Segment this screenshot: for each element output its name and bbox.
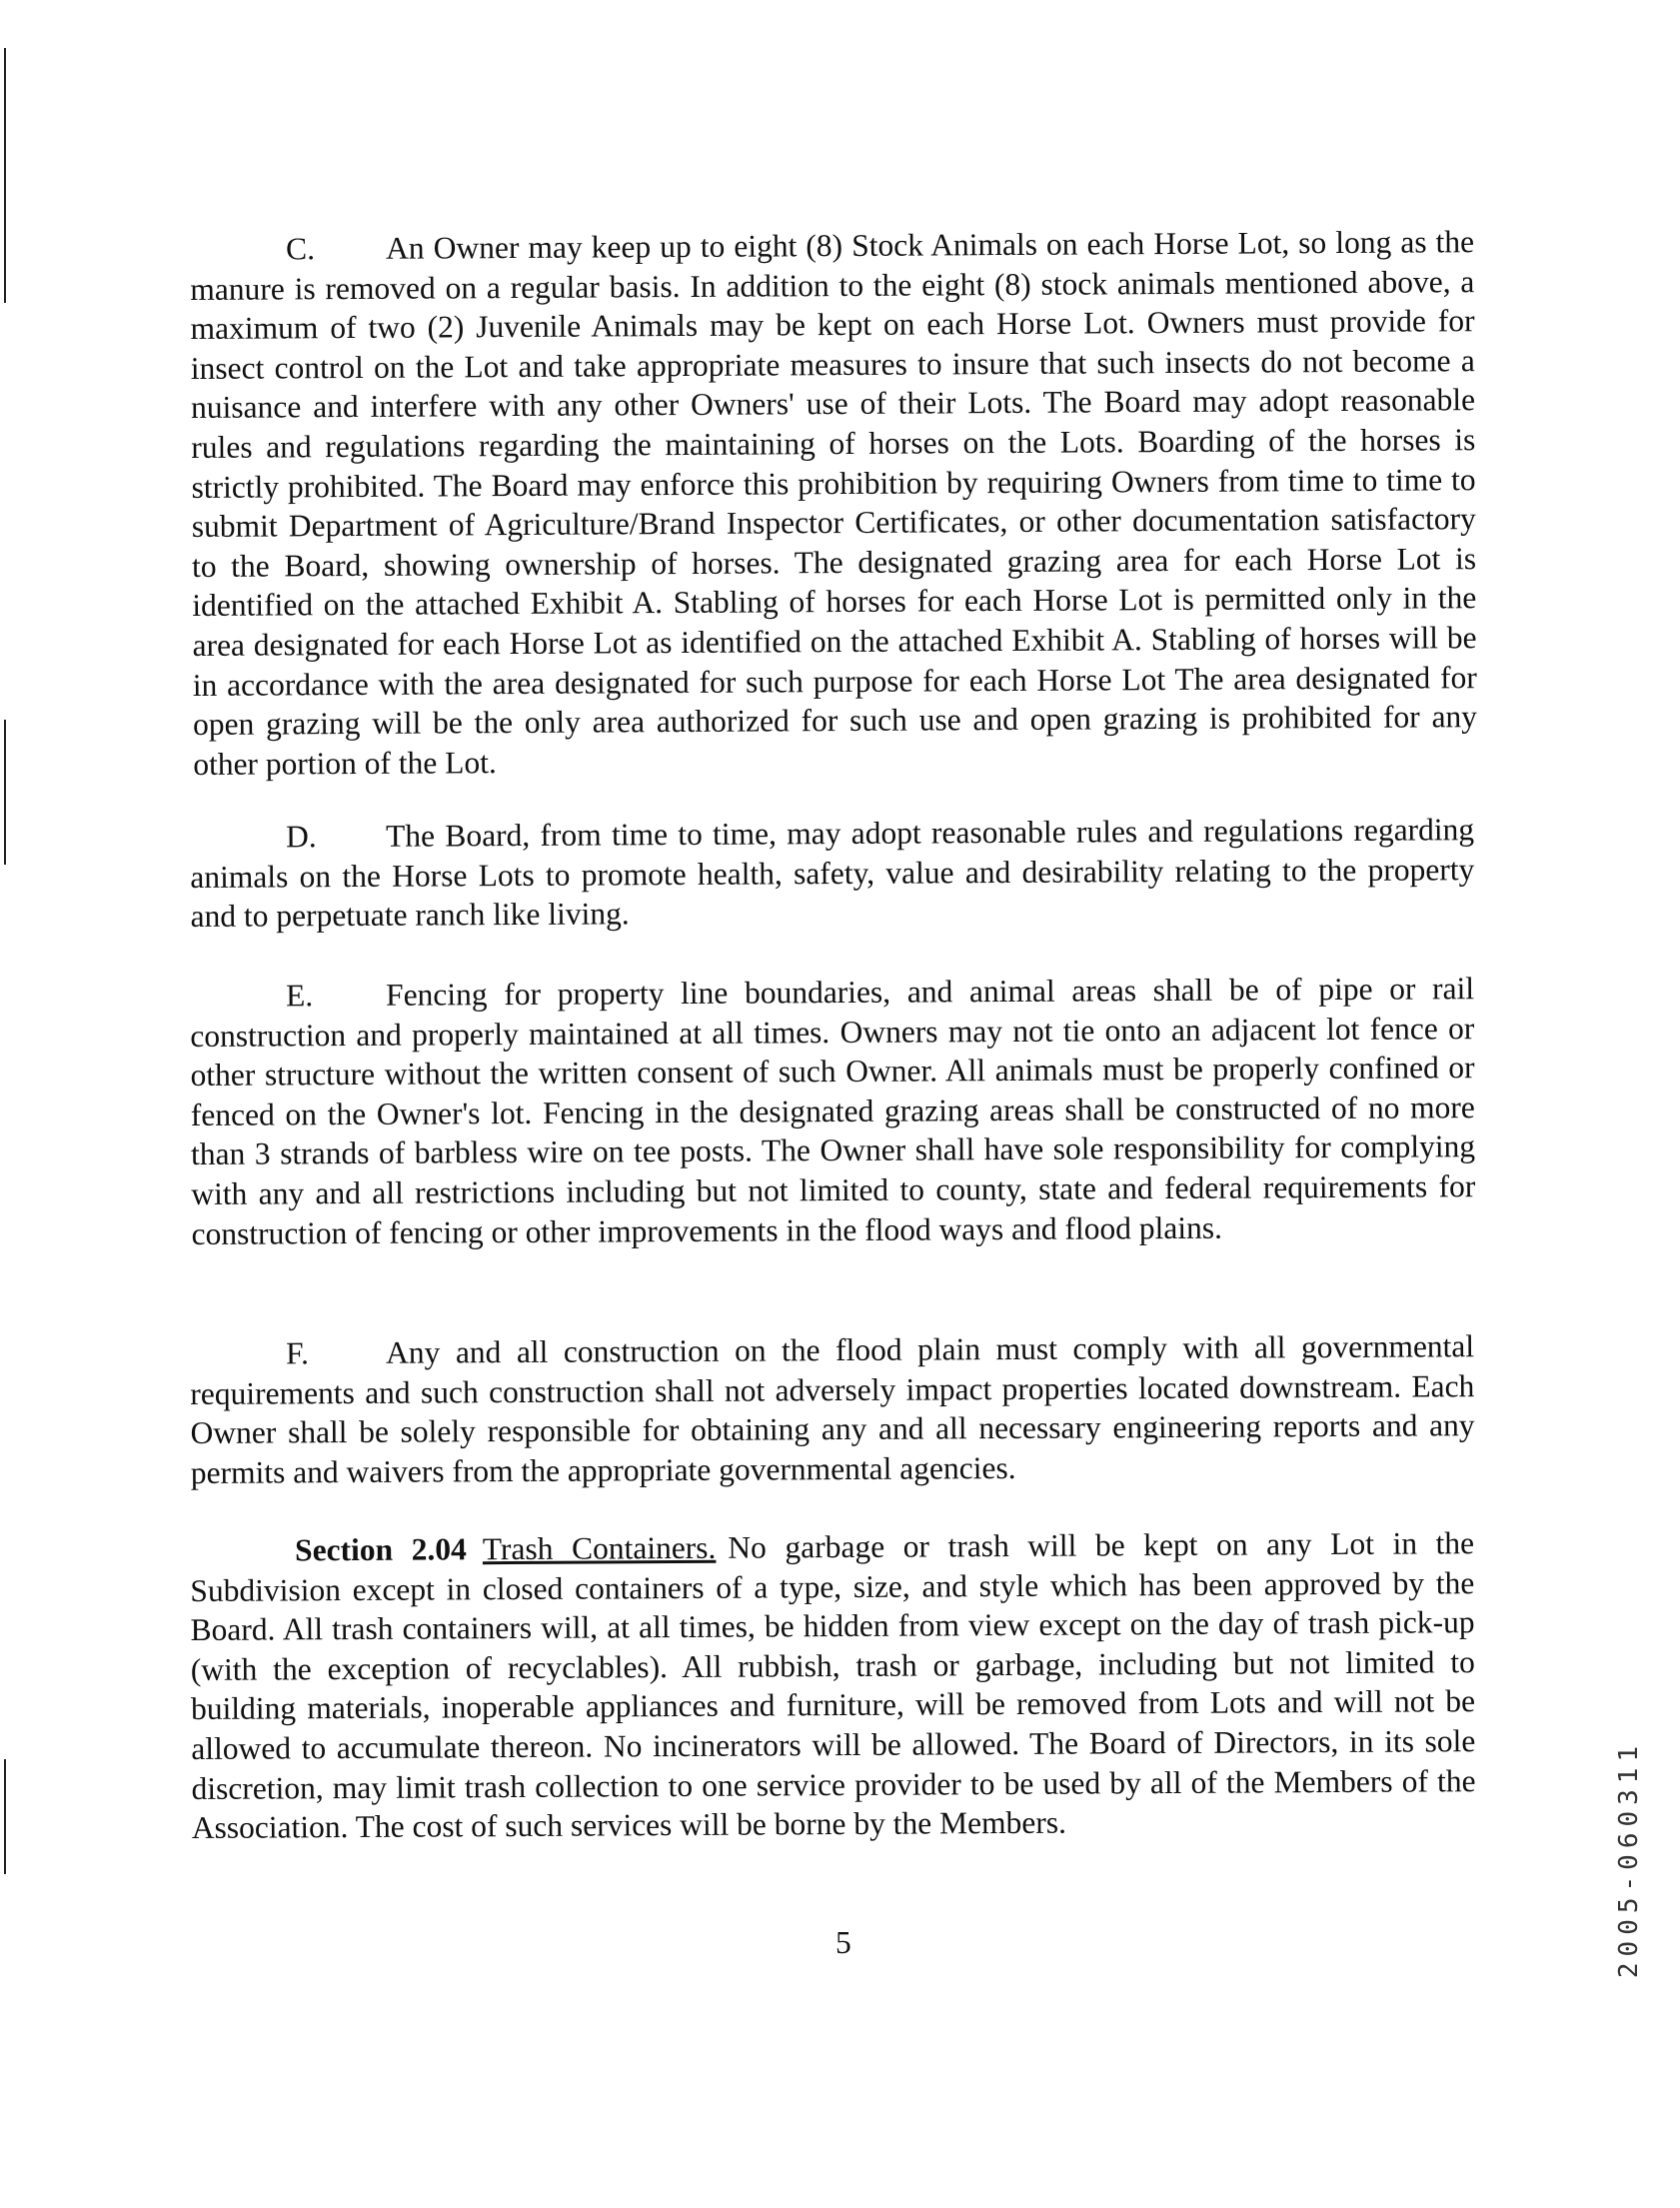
section-title: Trash Containers. (482, 1529, 717, 1567)
recording-stamp (1611, 1559, 1647, 2159)
paragraph-e (190, 969, 1476, 1253)
section-2-04 (190, 1523, 1476, 1848)
paragraph-d (190, 810, 1475, 937)
paragraph-text: Fencing for property line boundaries, and animal areas shall be of pipe or rail construction and properly maintained at all times. Owners may not tie onto an adjacent lot fence or other structure without the written consent of such Owner. All animals must be properly confined or fenced on the Owner's lot. Fencing in the designated grazing areas shall be constructed of no more than 3 strands of barbless wire on tee posts. The Owner shall have sole responsibility for complying with any and all restrictions including but not limited to county, state and federal requirements for construction of fencing or other improvements in the flood ways and flood plains. (190, 971, 1476, 1251)
paragraph-letter: E. (286, 978, 314, 1014)
paragraph-letter: F. (286, 1335, 310, 1371)
paragraph-text: Any and all construction on the flood plain must comply with all governmental requirements and such construction shall not adversely impact properties located downstream. Each Owner shall be solely responsible for obtaining any and all necessary engineering reports and any permits and waivers from the appropriate governmental agencies. (190, 1328, 1475, 1490)
recording-stamp-number: 2005-060311 (1614, 1739, 1644, 1979)
scan-margin-mark (4, 720, 6, 865)
section-text: No garbage or trash will be kept on any Lot in the Subdivision except in closed containers of a type, size, and style which has been approved by the Board. All trash containers will, at all times, be hidden from view except on the day of trash pick-up (with the exception of recyclables). All rubbish, trash or garbage, including but not limited to building materials, inoperable appliances and furniture, will be removed from Lots and will not be allowed to accumulate thereon. No incinerators will be allowed. The Board of Directors, in its sole discretion, may limit trash collection to one service provider to be used by all of the Members of the Association. The cost of such services will be borne by the Members. (190, 1525, 1476, 1846)
scan-margin-mark (4, 1759, 6, 1874)
page-number: 5 (836, 1925, 851, 1960)
paragraph-f (190, 1326, 1475, 1492)
section-number: Section 2.04 (295, 1531, 467, 1568)
paragraph-letter: C. (286, 231, 316, 267)
scan-margin-mark (4, 48, 6, 303)
paragraph-text: The Board, from time to time, may adopt reasonable rules and regulations regarding animals on the Horse Lots to promote health, safety, value and desirability relating to the property and to perpetuate ranch like living. (190, 812, 1475, 935)
paragraph-letter: D. (286, 819, 317, 855)
paragraph-c (190, 222, 1477, 784)
paragraph-text: An Owner may keep up to eight (8) Stock Animals on each Horse Lot, so long as the manure is removed on a regular basis. In addition to the eight (8) stock animals mentioned above, a maximum of two (2) Juvenile Animals may be kept on each Horse Lot. Owners must provide for insect control on the Lot and take appropriate measures to insure that such insects do not become a nuisance and interfere with any other Owners' use of their Lots. The Board may adopt reasonable rules and regulations regarding the maintaining of horses on the Lots. Boarding of the horses is strictly prohibited. The Board may enforce this prohibition by requiring Owners from time to time to submit Department of Agriculture/Brand Inspector Certificates, or other documentation satisfactory to the Board, showing ownership of horses. The designated grazing area for each Horse Lot is identified on the attached Exhibit A. Stabling of horses for each Horse Lot is permitted only in the area designated for each Horse Lot as identified on the attached Exhibit A. Stabling of horses will be in accordance with the area designated for such purpose for each Horse Lot The area designated for open grazing will be the only area authorized for such use and open grazing is prohibited for any other portion of the Lot. (190, 224, 1478, 782)
